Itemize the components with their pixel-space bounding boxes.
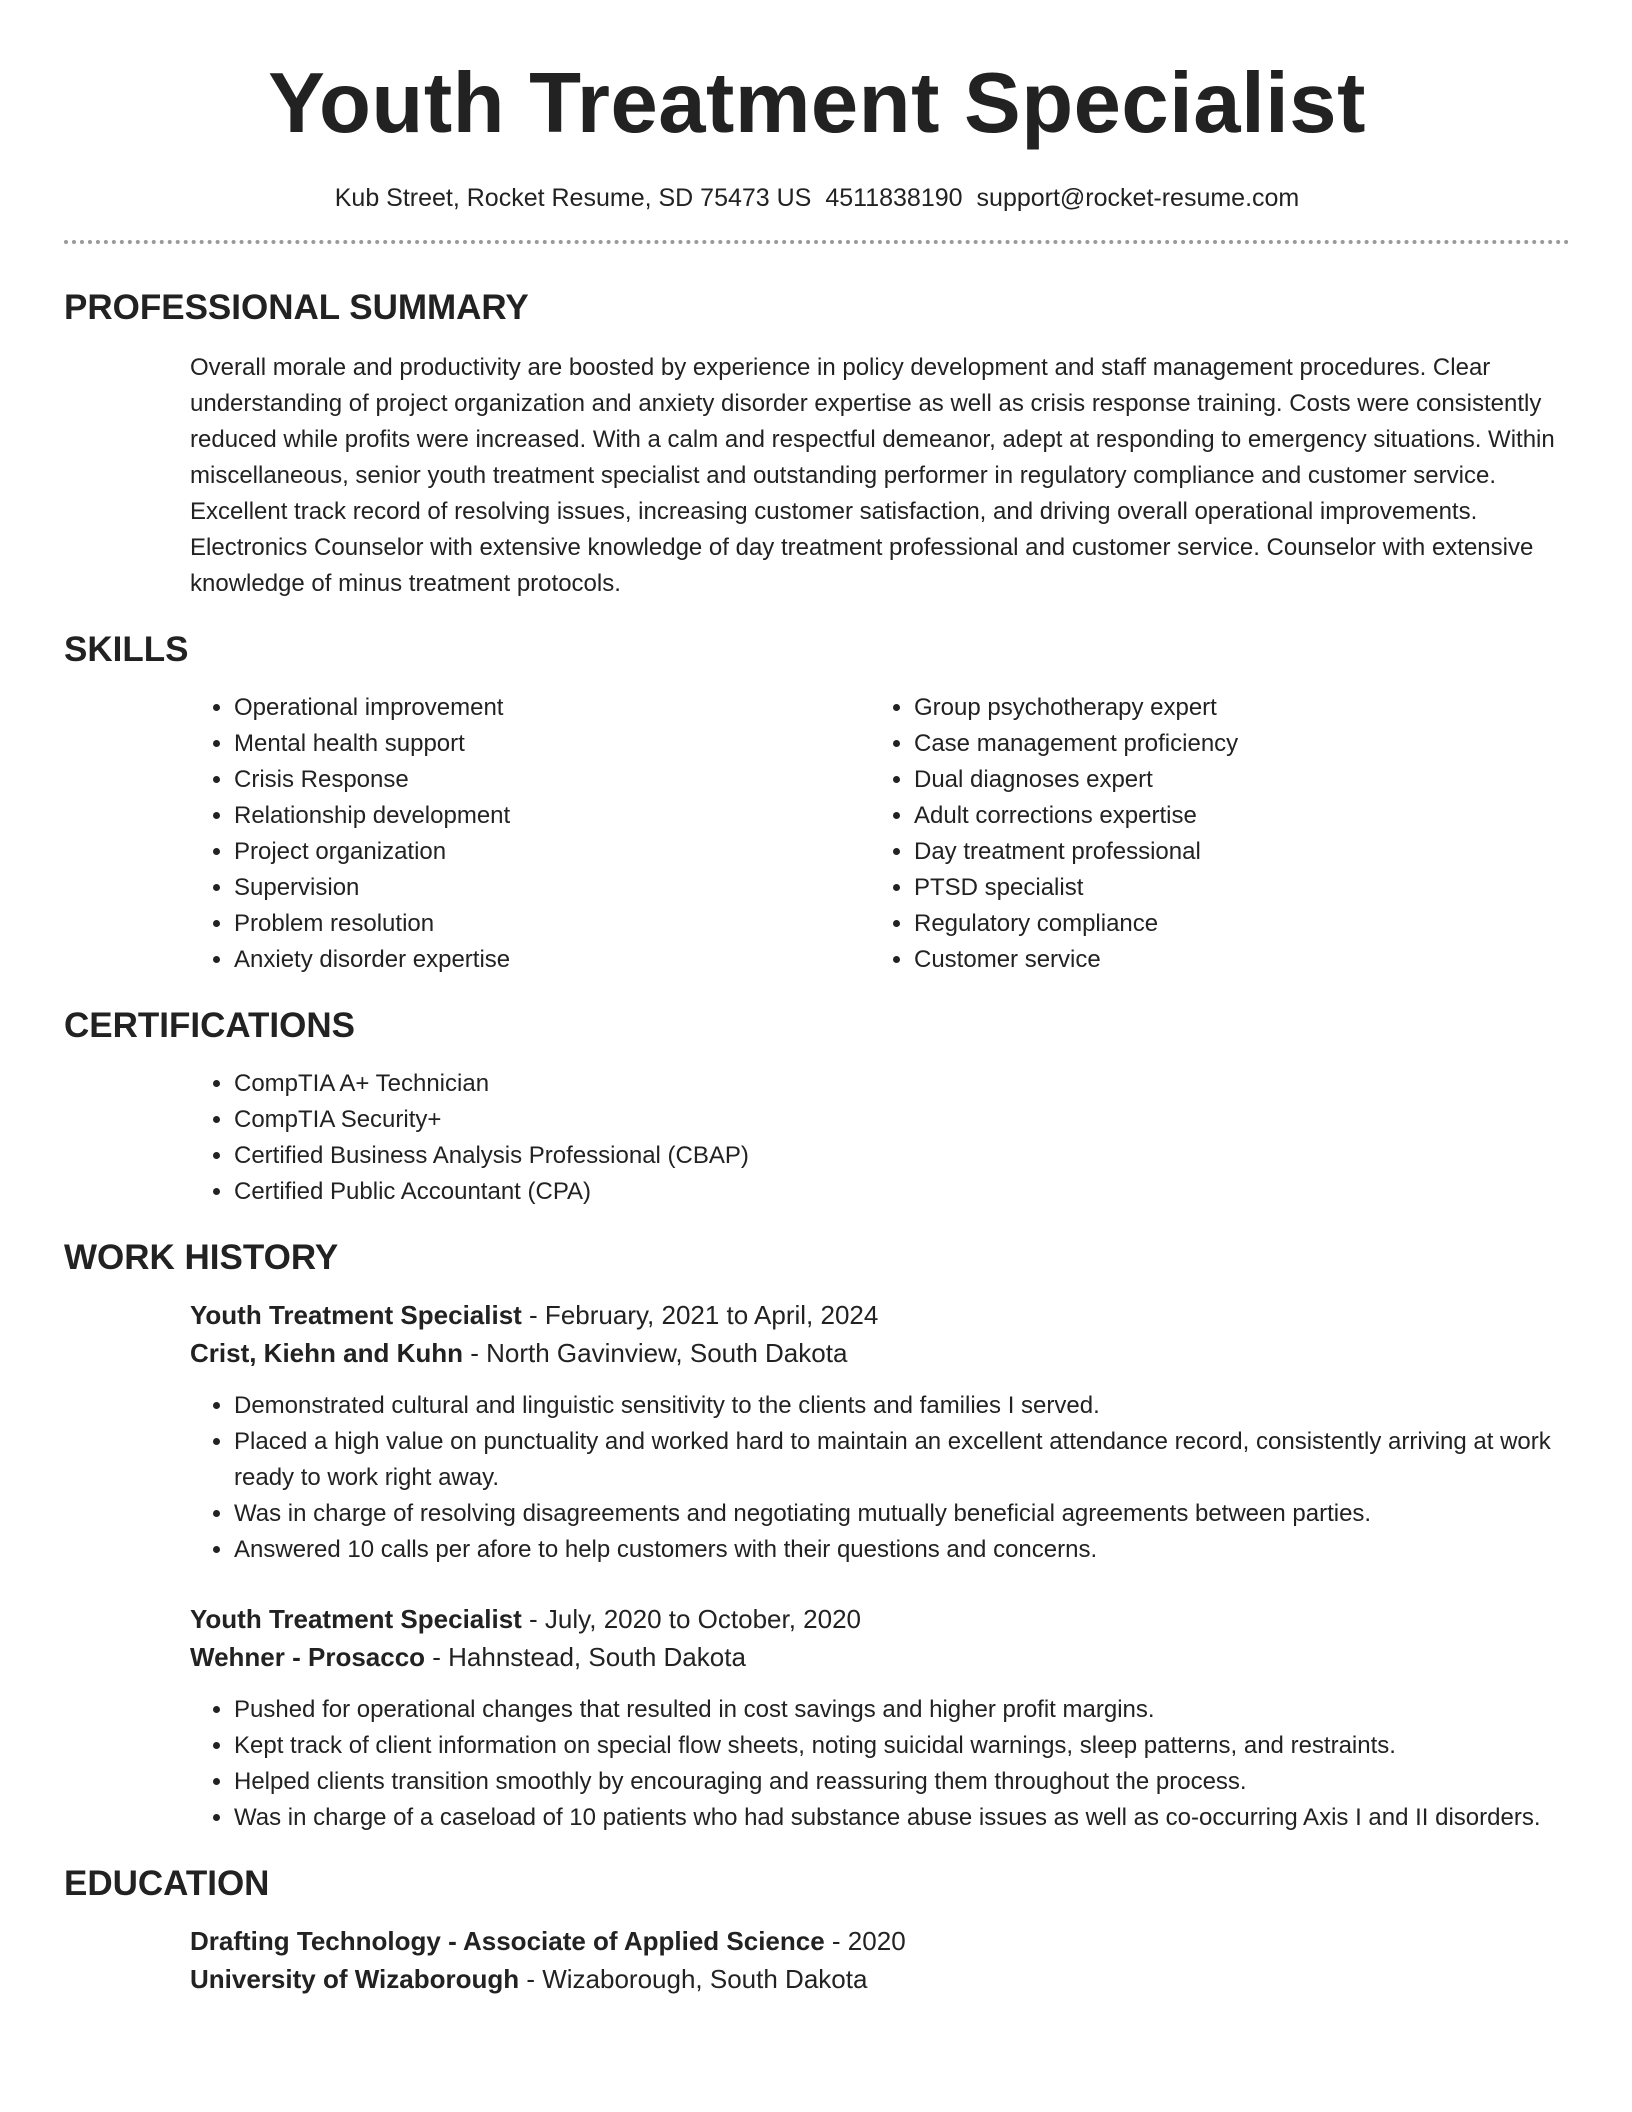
job-bullet: • Helped clients transition smoothly by encouraging and reassuring them throughout the process. [234, 1764, 1570, 1800]
education-school-line [190, 1960, 1570, 1998]
candidate-name: Youth Treatment Specialist [268, 56, 1366, 151]
skill-item: • Anxiety disorder expertise [234, 942, 870, 978]
job-title: Youth Treatment Specialist [190, 1300, 522, 1330]
job-bullet: • Demonstrated cultural and linguistic sensitivity to the clients and families I served. [234, 1388, 1570, 1424]
education-school: University of Wizaborough [190, 1964, 520, 1994]
certification-item: • Certified Business Analysis Professional (CBAP) [234, 1138, 1570, 1174]
skill-item: • Case management proficiency [914, 726, 1550, 762]
skill-item: • Problem resolution [234, 906, 870, 942]
skills-heading: SKILLS [64, 630, 189, 669]
resume-page [64, 0, 1570, 1998]
education-location: - Wizaborough, South Dakota [519, 1964, 868, 1994]
contact-line [64, 182, 1570, 214]
job-title: Youth Treatment Specialist [190, 1604, 522, 1634]
certifications-list [190, 1066, 1570, 1210]
skill-item: • Supervision [234, 870, 870, 906]
skills-column-right [870, 690, 1550, 978]
contact-address: Kub Street, Rocket Resume, SD 75473 US [334, 184, 812, 212]
education-heading: EDUCATION [64, 1864, 270, 1903]
skill-item: • Mental health support [234, 726, 870, 762]
skill-item: • Regulatory compliance [914, 906, 1550, 942]
skill-item: • Crisis Response [234, 762, 870, 798]
education-year: - 2020 [824, 1926, 906, 1956]
summary-heading: PROFESSIONAL SUMMARY [64, 288, 529, 327]
job-bullet: • Pushed for operational changes that resulted in cost savings and higher profit margins. [234, 1692, 1570, 1728]
certification-item: • Certified Public Accountant (CPA) [234, 1174, 1570, 1210]
skill-item: • Day treatment professional [914, 834, 1550, 870]
job-entry [190, 1296, 1570, 1568]
job-company: Crist, Kiehn and Kuhn [190, 1338, 463, 1368]
job-bullets [190, 1692, 1570, 1836]
skills-list [190, 690, 1570, 978]
job-dates: - February, 2021 to April, 2024 [521, 1300, 879, 1330]
job-bullet: • Answered 10 calls per afore to help customers with their questions and concerns. [234, 1532, 1570, 1568]
work-history-heading: WORK HISTORY [64, 1238, 339, 1277]
certification-item: • CompTIA A+ Technician [234, 1066, 1570, 1102]
job-bullet: • Was in charge of a caseload of 10 patients who had substance abuse issues as well as co-occurring Axis I and II disorders. [234, 1800, 1570, 1836]
job-title-line [190, 1296, 1570, 1334]
job-bullet: • Placed a high value on punctuality and worked hard to maintain an excellent attendance record, consistently arriving at work ready to work right away. [234, 1424, 1570, 1496]
job-bullet: • Was in charge of resolving disagreements and negotiating mutually beneficial agreements between parties. [234, 1496, 1570, 1532]
job-location: - Hahnstead, South Dakota [425, 1642, 746, 1672]
skill-item: • Group psychotherapy expert [914, 690, 1550, 726]
certifications-heading: CERTIFICATIONS [64, 1006, 356, 1045]
contact-phone: 4511838190 [825, 184, 963, 212]
job-company-line [190, 1638, 1570, 1676]
skill-item: • Operational improvement [234, 690, 870, 726]
skill-item: • Customer service [914, 942, 1550, 978]
summary-text: Overall morale and productivity are boosted by experience in policy development and staff management procedures. Clear understanding of project organization and anxiety disorder expertise as well as crisis response training. Costs were consistently reduced while profits were increased. With a calm and respectful demeanor, adept at responding to emergency situations. Within miscellaneous, senior youth treatment specialist and outstanding performer in regulatory compliance and customer service. Excellent track record of resolving issues, increasing customer satisfaction, and driving overall operational improvements. Electronics Counselor with extensive knowledge of day treatment professional and customer service. Counselor with extensive knowledge of minus treatment protocols. [190, 354, 1555, 597]
job-bullets [190, 1388, 1570, 1568]
skill-item: • PTSD specialist [914, 870, 1550, 906]
skill-item: • Dual diagnoses expert [914, 762, 1550, 798]
job-title-line [190, 1600, 1570, 1638]
job-dates: - July, 2020 to October, 2020 [521, 1604, 861, 1634]
education-entry [190, 1922, 1570, 1998]
job-company-line [190, 1334, 1570, 1372]
job-company: Wehner - Prosacco [190, 1642, 426, 1672]
header-divider [64, 240, 1570, 244]
skills-column-left [190, 690, 870, 978]
skill-item: • Adult corrections expertise [914, 798, 1550, 834]
job-entry [190, 1600, 1570, 1836]
skill-item: • Relationship development [234, 798, 870, 834]
certification-item: • CompTIA Security+ [234, 1102, 1570, 1138]
education-degree: Drafting Technology - Associate of Applied Science [190, 1926, 825, 1956]
education-degree-line [190, 1922, 1570, 1960]
skill-item: • Project organization [234, 834, 870, 870]
contact-email: support@rocket-resume.com [976, 184, 1300, 212]
job-bullet: • Kept track of client information on special flow sheets, noting suicidal warnings, sleep patterns, and restraints. [234, 1728, 1570, 1764]
job-location: - North Gavinview, South Dakota [463, 1338, 848, 1368]
